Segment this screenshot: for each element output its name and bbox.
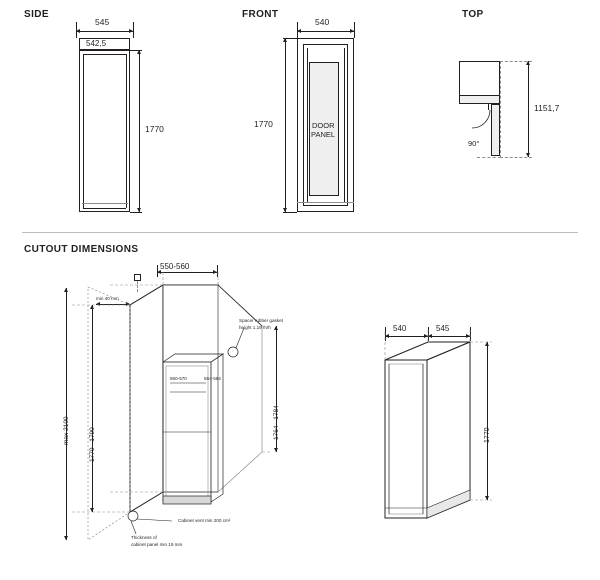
cutout-inner-depth-2-label: 564-584 (204, 376, 221, 381)
top-dim-depth-label: 1151,7 (534, 103, 560, 113)
front-dim-540-label: 540 (315, 17, 330, 27)
appliance-dim-1770-line (487, 342, 488, 500)
cutout-gasket-note-2: height 1,19 mm (239, 325, 271, 330)
cutout-inner-depth-1-label: 560-570 (170, 376, 187, 381)
front-door-panel-label-2: PANEL (311, 130, 336, 139)
side-dim-1770-label: 1770 (145, 124, 164, 134)
side-dim-545-label: 545 (95, 17, 110, 27)
cutout-panel-note-2: cabinet panel min 19 mm (131, 542, 183, 547)
top-angle-label: 90° (468, 139, 480, 148)
cutout-width-label: 550-560 (160, 262, 190, 271)
cutout-min40-label: min 40 mm (96, 296, 119, 301)
cutout-max2100-label: max 2100 (63, 416, 70, 445)
cutout-panel-note-1: Thickness of (131, 535, 157, 540)
section-title-front: FRONT (242, 9, 279, 20)
section-title-cutout: CUTOUT DIMENSIONS (24, 244, 139, 255)
side-dim-5425-label: 542,5 (86, 39, 107, 48)
cutout-height-right-label: 1764 - 1784 (273, 405, 280, 440)
section-title-side: SIDE (24, 9, 49, 20)
front-dim-1770-label: 1770 (254, 119, 273, 129)
front-door-panel-label-1: DOOR (312, 121, 335, 130)
appliance-dim-1770-label: 1770 (484, 427, 491, 443)
appliance-dim-540-label: 540 (393, 324, 407, 333)
cutout-vent-note: Cabinet vent min 200 cm² (178, 518, 231, 523)
appliance-dim-545-label: 545 (436, 324, 450, 333)
cutout-height-left-label: 1770 - 1790 (89, 427, 96, 462)
cutout-gasket-note-1: Spacer rubber gasket (239, 318, 283, 323)
section-title-top: TOP (462, 9, 484, 20)
